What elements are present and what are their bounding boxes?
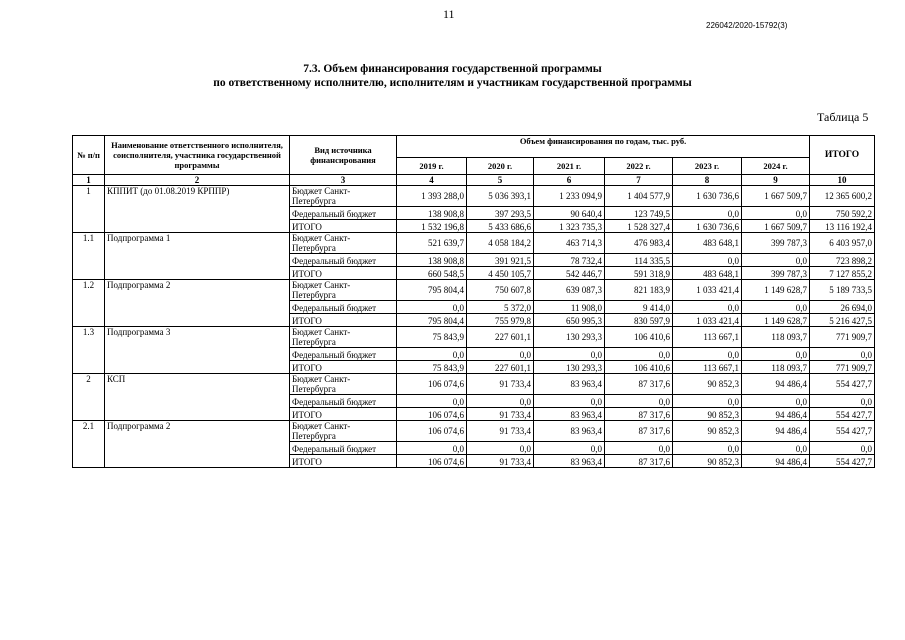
year-amount: 1 323 735,3 — [534, 220, 605, 233]
row-number: 1.3 — [73, 327, 105, 374]
year-amount: 397 293,5 — [467, 207, 534, 220]
year-amount: 83 963,4 — [534, 455, 605, 468]
total-amount: 5 189 733,5 — [810, 280, 875, 301]
executor-name: Подпрограмма 1 — [105, 233, 290, 280]
year-amount: 0,0 — [467, 395, 534, 408]
year-amount: 795 804,4 — [397, 280, 467, 301]
year-amount: 106 074,6 — [397, 455, 467, 468]
year-amount: 0,0 — [673, 254, 742, 267]
year-amount: 399 787,3 — [742, 233, 810, 254]
year-amount: 5 036 393,1 — [467, 186, 534, 207]
funding-source: ИТОГО — [290, 220, 397, 233]
year-amount: 113 667,1 — [673, 327, 742, 348]
header-year: 2020 г. — [467, 158, 534, 175]
executor-name: Подпрограмма 3 — [105, 327, 290, 374]
year-amount: 0,0 — [534, 348, 605, 361]
year-amount: 795 804,4 — [397, 314, 467, 327]
column-number: 6 — [534, 175, 605, 186]
year-amount: 91 733,4 — [467, 374, 534, 395]
year-amount: 755 979,8 — [467, 314, 534, 327]
year-amount: 0,0 — [534, 395, 605, 408]
table-row — [73, 280, 875, 301]
header-total: ИТОГО — [810, 136, 875, 175]
year-amount: 830 597,9 — [605, 314, 673, 327]
funding-source: Федеральный бюджет — [290, 348, 397, 361]
column-numbers-row — [73, 175, 875, 186]
executor-name: Подпрограмма 2 — [105, 280, 290, 327]
total-amount: 554 427,7 — [810, 421, 875, 442]
year-amount: 0,0 — [742, 301, 810, 314]
total-amount: 750 592,2 — [810, 207, 875, 220]
year-amount: 75 843,9 — [397, 327, 467, 348]
funding-source: Бюджет Санкт-Петербурга — [290, 280, 397, 301]
year-amount: 650 995,3 — [534, 314, 605, 327]
year-amount: 91 733,4 — [467, 421, 534, 442]
year-amount: 1 149 628,7 — [742, 314, 810, 327]
page-number: 11 — [443, 7, 455, 21]
column-number: 5 — [467, 175, 534, 186]
header-year: 2022 г. — [605, 158, 673, 175]
header-year: 2023 г. — [673, 158, 742, 175]
funding-source: Бюджет Санкт-Петербурга — [290, 374, 397, 395]
total-amount: 771 909,7 — [810, 327, 875, 348]
total-amount: 771 909,7 — [810, 361, 875, 374]
year-amount: 0,0 — [742, 348, 810, 361]
year-amount: 542 446,7 — [534, 267, 605, 280]
year-amount: 94 486,4 — [742, 455, 810, 468]
year-amount: 0,0 — [397, 442, 467, 455]
year-amount: 0,0 — [605, 395, 673, 408]
document-id: 226042/2020-15792(3) — [706, 21, 788, 30]
year-amount: 0,0 — [534, 442, 605, 455]
row-number: 2 — [73, 374, 105, 421]
section-title — [0, 62, 905, 90]
year-amount: 483 648,1 — [673, 267, 742, 280]
year-amount: 1 149 628,7 — [742, 280, 810, 301]
financing-table — [72, 135, 875, 468]
year-amount: 0,0 — [742, 395, 810, 408]
column-number: 1 — [73, 175, 105, 186]
year-amount: 0,0 — [467, 442, 534, 455]
year-amount: 591 318,9 — [605, 267, 673, 280]
year-amount: 83 963,4 — [534, 421, 605, 442]
funding-source: Федеральный бюджет — [290, 395, 397, 408]
year-amount: 87 317,6 — [605, 374, 673, 395]
funding-source: Федеральный бюджет — [290, 301, 397, 314]
column-number: 9 — [742, 175, 810, 186]
row-number: 1.2 — [73, 280, 105, 327]
year-amount: 83 963,4 — [534, 408, 605, 421]
header-row — [73, 136, 875, 158]
year-amount: 90 852,3 — [673, 408, 742, 421]
year-amount: 5 372,0 — [467, 301, 534, 314]
funding-source: ИТОГО — [290, 408, 397, 421]
year-amount: 0,0 — [742, 442, 810, 455]
funding-source: Федеральный бюджет — [290, 254, 397, 267]
header-name: Наименование ответственного исполнителя, соисполнителя, участника государственной программы — [105, 136, 290, 175]
row-number: 1.1 — [73, 233, 105, 280]
year-amount: 0,0 — [605, 442, 673, 455]
executor-name: КСП — [105, 374, 290, 421]
total-amount: 26 694,0 — [810, 301, 875, 314]
table-body — [73, 136, 875, 468]
year-amount: 1 630 736,6 — [673, 186, 742, 207]
section-title-line-2: по ответственному исполнителю, исполнителям и участникам государственной программы — [213, 77, 692, 89]
funding-source: ИТОГО — [290, 314, 397, 327]
header-year: 2024 г. — [742, 158, 810, 175]
total-amount: 13 116 192,4 — [810, 220, 875, 233]
year-amount: 1 233 094,9 — [534, 186, 605, 207]
executor-name: Подпрограмма 2 — [105, 421, 290, 468]
year-amount: 399 787,3 — [742, 267, 810, 280]
year-amount: 91 733,4 — [467, 455, 534, 468]
column-number: 7 — [605, 175, 673, 186]
header-volume: Объем финансирования по годам, тыс. руб. — [397, 136, 810, 158]
year-amount: 1 033 421,4 — [673, 280, 742, 301]
table-row — [73, 374, 875, 395]
year-amount: 90 852,3 — [673, 455, 742, 468]
year-amount: 75 843,9 — [397, 361, 467, 374]
funding-source: Бюджет Санкт-Петербурга — [290, 186, 397, 207]
year-amount: 123 749,5 — [605, 207, 673, 220]
total-amount: 6 403 957,0 — [810, 233, 875, 254]
total-amount: 0,0 — [810, 442, 875, 455]
funding-source: ИТОГО — [290, 361, 397, 374]
row-number: 1 — [73, 186, 105, 233]
column-number: 2 — [105, 175, 290, 186]
year-amount: 0,0 — [397, 395, 467, 408]
year-amount: 0,0 — [397, 348, 467, 361]
year-amount: 106 074,6 — [397, 408, 467, 421]
year-amount: 476 983,4 — [605, 233, 673, 254]
year-amount: 639 087,3 — [534, 280, 605, 301]
year-amount: 1 393 288,0 — [397, 186, 467, 207]
column-number: 8 — [673, 175, 742, 186]
year-amount: 87 317,6 — [605, 421, 673, 442]
year-amount: 1 667 509,7 — [742, 220, 810, 233]
year-amount: 521 639,7 — [397, 233, 467, 254]
funding-source: Федеральный бюджет — [290, 207, 397, 220]
header-num: № п/п — [73, 136, 105, 175]
table-row — [73, 186, 875, 207]
funding-source: ИТОГО — [290, 455, 397, 468]
year-amount: 118 093,7 — [742, 361, 810, 374]
year-amount: 227 601,1 — [467, 327, 534, 348]
total-amount: 0,0 — [810, 395, 875, 408]
year-amount: 0,0 — [605, 348, 673, 361]
year-amount: 0,0 — [673, 395, 742, 408]
table-row — [73, 421, 875, 442]
year-amount: 87 317,6 — [605, 455, 673, 468]
year-amount: 90 852,3 — [673, 374, 742, 395]
table-row — [73, 327, 875, 348]
year-amount: 0,0 — [467, 348, 534, 361]
year-amount: 821 183,9 — [605, 280, 673, 301]
year-amount: 5 433 686,6 — [467, 220, 534, 233]
year-amount: 94 486,4 — [742, 374, 810, 395]
year-amount: 0,0 — [673, 301, 742, 314]
total-amount: 554 427,7 — [810, 374, 875, 395]
year-amount: 94 486,4 — [742, 421, 810, 442]
funding-source: Бюджет Санкт-Петербурга — [290, 233, 397, 254]
column-number: 4 — [397, 175, 467, 186]
year-amount: 90 852,3 — [673, 421, 742, 442]
year-amount: 118 093,7 — [742, 327, 810, 348]
year-amount: 483 648,1 — [673, 233, 742, 254]
header-source: Вид источника финансирования — [290, 136, 397, 175]
year-amount: 94 486,4 — [742, 408, 810, 421]
year-amount: 1 532 196,8 — [397, 220, 467, 233]
year-amount: 114 335,5 — [605, 254, 673, 267]
year-amount: 4 058 184,2 — [467, 233, 534, 254]
total-amount: 723 898,2 — [810, 254, 875, 267]
year-amount: 391 921,5 — [467, 254, 534, 267]
funding-source: Бюджет Санкт-Петербурга — [290, 327, 397, 348]
table-label: Таблица 5 — [817, 110, 869, 124]
total-amount: 0,0 — [810, 348, 875, 361]
year-amount: 113 667,1 — [673, 361, 742, 374]
year-amount: 1 667 509,7 — [742, 186, 810, 207]
header-year: 2019 г. — [397, 158, 467, 175]
row-number: 2.1 — [73, 421, 105, 468]
year-amount: 0,0 — [673, 442, 742, 455]
total-amount: 554 427,7 — [810, 408, 875, 421]
year-amount: 130 293,3 — [534, 327, 605, 348]
total-amount: 7 127 855,2 — [810, 267, 875, 280]
funding-source: Федеральный бюджет — [290, 442, 397, 455]
year-amount: 83 963,4 — [534, 374, 605, 395]
funding-source: ИТОГО — [290, 267, 397, 280]
year-amount: 106 410,6 — [605, 361, 673, 374]
total-amount: 554 427,7 — [810, 455, 875, 468]
year-amount: 4 450 105,7 — [467, 267, 534, 280]
year-amount: 11 908,0 — [534, 301, 605, 314]
year-amount: 0,0 — [397, 301, 467, 314]
executor-name: КППИТ (до 01.08.2019 КРППР) — [105, 186, 290, 233]
year-amount: 1 528 327,4 — [605, 220, 673, 233]
year-amount: 138 908,8 — [397, 207, 467, 220]
table-row — [73, 233, 875, 254]
year-amount: 0,0 — [673, 207, 742, 220]
year-amount: 106 074,6 — [397, 421, 467, 442]
column-number: 3 — [290, 175, 397, 186]
year-amount: 9 414,0 — [605, 301, 673, 314]
total-amount: 12 365 600,2 — [810, 186, 875, 207]
year-amount: 106 410,6 — [605, 327, 673, 348]
year-amount: 1 404 577,9 — [605, 186, 673, 207]
year-amount: 87 317,6 — [605, 408, 673, 421]
year-amount: 750 607,8 — [467, 280, 534, 301]
year-amount: 0,0 — [742, 207, 810, 220]
year-amount: 1 033 421,4 — [673, 314, 742, 327]
header-year: 2021 г. — [534, 158, 605, 175]
year-amount: 0,0 — [673, 348, 742, 361]
year-amount: 227 601,1 — [467, 361, 534, 374]
total-amount: 5 216 427,5 — [810, 314, 875, 327]
year-amount: 78 732,4 — [534, 254, 605, 267]
column-number: 10 — [810, 175, 875, 186]
year-amount: 106 074,6 — [397, 374, 467, 395]
section-title-line-1: 7.3. Объем финансирования государственной программы — [303, 63, 602, 75]
year-amount: 91 733,4 — [467, 408, 534, 421]
year-amount: 90 640,4 — [534, 207, 605, 220]
year-amount: 463 714,3 — [534, 233, 605, 254]
funding-source: Бюджет Санкт-Петербурга — [290, 421, 397, 442]
year-amount: 130 293,3 — [534, 361, 605, 374]
year-amount: 660 548,5 — [397, 267, 467, 280]
year-amount: 1 630 736,6 — [673, 220, 742, 233]
year-amount: 0,0 — [742, 254, 810, 267]
year-amount: 138 908,8 — [397, 254, 467, 267]
